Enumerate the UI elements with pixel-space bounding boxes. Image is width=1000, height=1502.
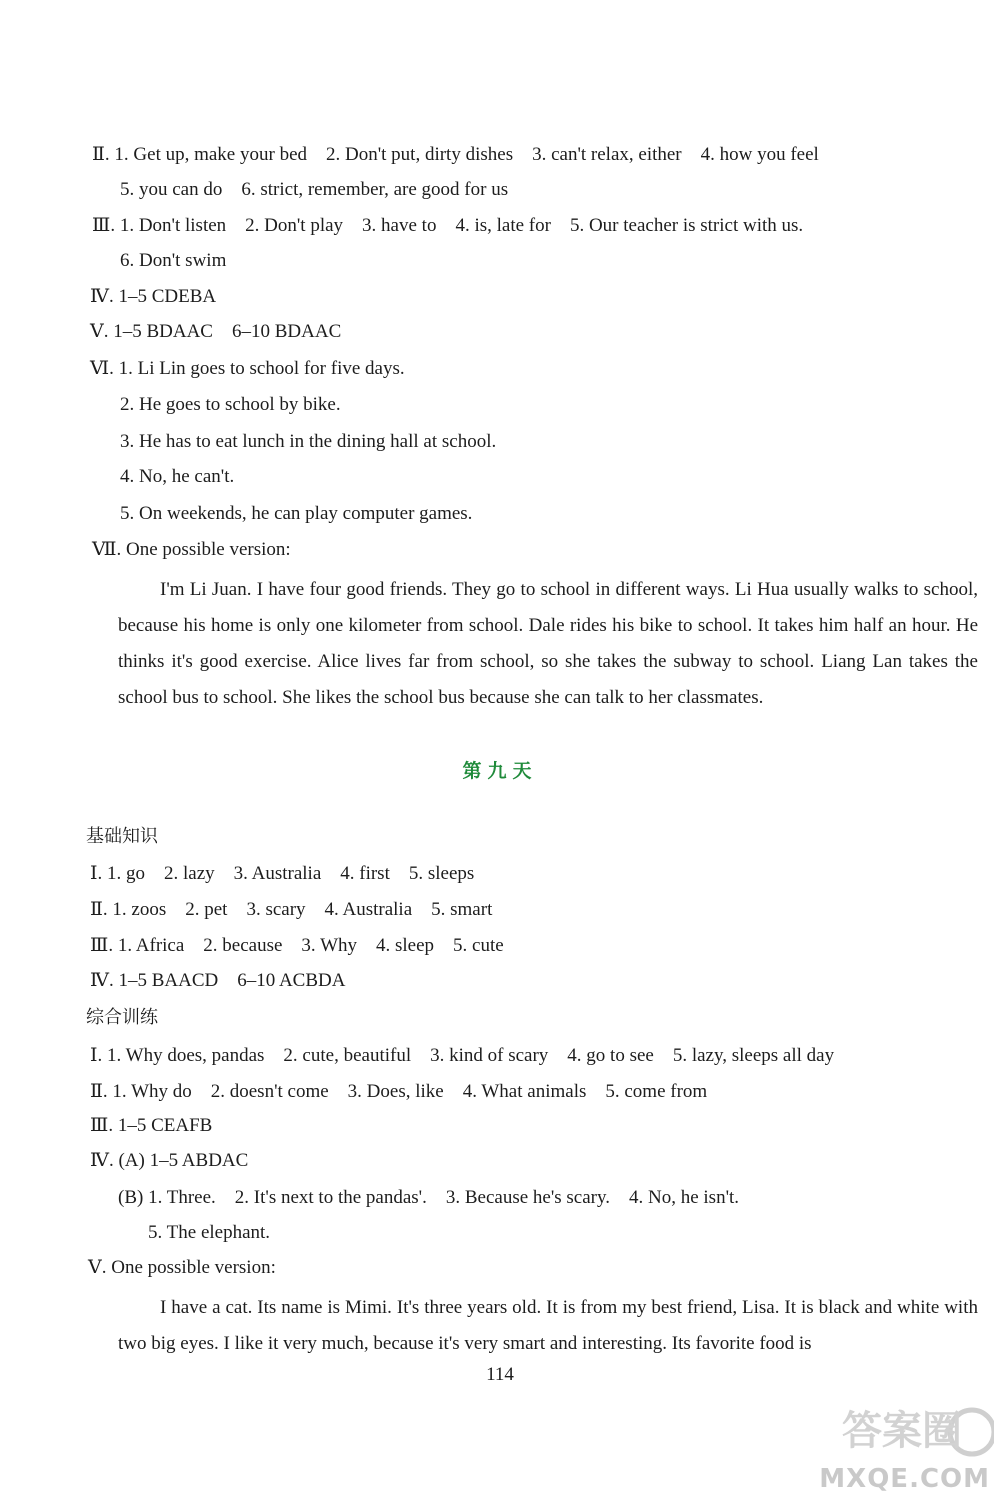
section-header-basic: 基础知识 [86, 826, 158, 847]
answer-line: Ⅳ. 1–5 BAACD 6–10 ACBDA [90, 970, 346, 991]
essay-paragraph [118, 1290, 978, 1362]
answer-line: Ⅲ. 1–5 CEAFB [90, 1115, 213, 1136]
answer-line: 5. On weekends, he can play computer games. [120, 503, 473, 524]
answer-line: Ⅰ. 1. go 2. lazy 3. Australia 4. first 5. sleeps [90, 863, 475, 884]
answer-line: Ⅳ. 1–5 CDEBA [90, 286, 217, 307]
answer-line: 5. The elephant. [148, 1222, 271, 1243]
watermark-site: MXQE.COM [819, 1464, 990, 1494]
answer-line: Ⅶ. One possible version: [92, 539, 291, 560]
answer-line: (B) 1. Three. 2. It's next to the pandas'. 3. Because he's scary. 4. No, he isn't. [118, 1187, 740, 1208]
watermark-logo-text: 答案圈 [842, 1408, 962, 1454]
answer-line: Ⅲ. 1. Don't listen 2. Don't play 3. have to 4. is, late for 5. Our teacher is strict with us. [92, 215, 804, 236]
essay-text: I have a cat. Its name is Mimi. It's three years old. It is from my best friend, Lisa. It is black and white with two big eyes. I like it very much, because it's very smart and interesting. Its favorite food is [118, 1297, 978, 1354]
section-header-comprehensive: 综合训练 [86, 1007, 158, 1028]
answer-line: 4. No, he can't. [120, 466, 235, 487]
answer-line: Ⅲ. 1. Africa 2. because 3. Why 4. sleep 5. cute [90, 935, 504, 956]
answer-line: Ⅱ. 1. Get up, make your bed 2. Don't put, dirty dishes 3. can't relax, either 4. how you feel [92, 144, 819, 165]
answer-line: 2. He goes to school by bike. [120, 394, 341, 415]
answer-line: 3. He has to eat lunch in the dining hall at school. [120, 431, 497, 452]
page-number: 114 [486, 1364, 514, 1385]
answer-line: 5. you can do 6. strict, remember, are good for us [120, 179, 509, 200]
answer-line: Ⅴ. 1–5 BDAAC 6–10 BDAAC [90, 321, 342, 342]
essay-text: I'm Li Juan. I have four good friends. They go to school in different ways. Li Hua usually walks to school, because his home is only one kilometer from school. Dale rides his bike to school. It takes him half an hour. He thinks it's good exercise. Alice lives far from school, so she takes the subway to school. Liang Lan takes the school bus to school. She likes the school bus because she can talk to her classmates. [118, 579, 978, 708]
answer-line: 6. Don't swim [120, 250, 227, 271]
answer-line: Ⅵ. 1. Li Lin goes to school for five days. [90, 358, 405, 379]
answer-line: Ⅴ. One possible version: [88, 1257, 276, 1278]
essay-paragraph [118, 572, 978, 716]
page-title: 第九天 [462, 760, 538, 782]
answer-line: Ⅱ. 1. Why do 2. doesn't come 3. Does, like 4. What animals 5. come from [90, 1081, 708, 1102]
answer-line: Ⅳ. (A) 1–5 ABDAC [90, 1150, 249, 1171]
answer-line: Ⅰ. 1. Why does, pandas 2. cute, beautiful 3. kind of scary 4. go to see 5. lazy, sleeps all day [90, 1045, 835, 1066]
answer-line: Ⅱ. 1. zoos 2. pet 3. scary 4. Australia 5. smart [90, 899, 493, 920]
